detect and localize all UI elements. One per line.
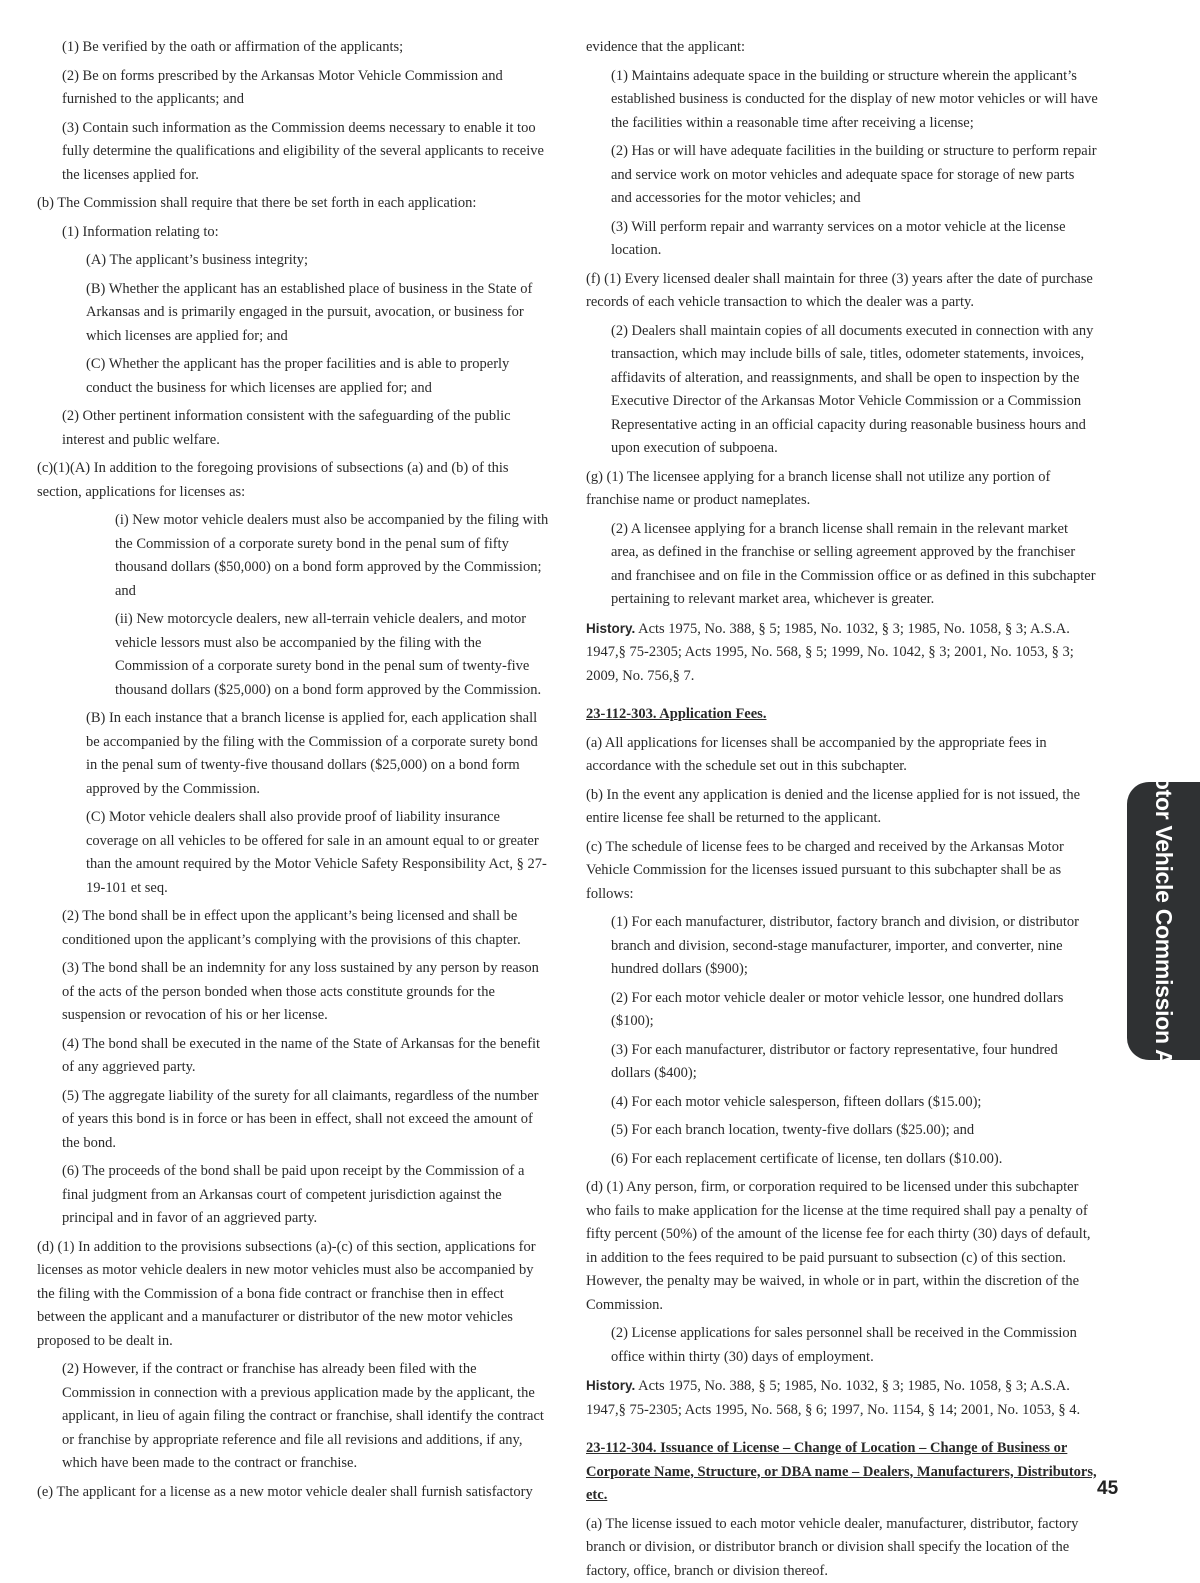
statute-paragraph: (2) License applications for sales personnel shall be received in the Commission office within thirty (30) days of employment. xyxy=(611,1322,1098,1369)
statute-paragraph: (2) Other pertinent information consistent with the safeguarding of the public interest and public welfare. xyxy=(62,405,550,452)
statute-paragraph: (2) However, if the contract or franchise has already been filed with the Commission in connection with a previous application made by the applicant, the applicant, in lieu of again filing the contract or franchise, shall identify the contract or franchise by appropriate reference and file all revisions and additions, if any, which have been made to the contract or franchise. xyxy=(62,1358,550,1476)
history-note xyxy=(586,617,1098,689)
statute-paragraph: (2) A licensee applying for a branch license shall remain in the relevant market area, as defined in the franchise or selling agreement approved by the franchiser and franchisee and on file in the Commission office or as defined in this subchapter pertaining to relevant market area, whichever is greater. xyxy=(611,518,1098,612)
statute-paragraph: (c) The schedule of license fees to be charged and received by the Arkansas Motor Vehicle Commission for the licenses issued pursuant to this subchapter shall be as follows: xyxy=(586,836,1098,907)
statute-paragraph: (B) In each instance that a branch license is applied for, each application shall be accompanied by the filing with the Commission of a corporate surety bond in the penal sum of twenty-five thousand dollars ($25,000) on a bond form approved by the Commission. xyxy=(86,707,550,801)
statute-paragraph: (4) For each motor vehicle salesperson, fifteen dollars ($15.00); xyxy=(611,1091,1098,1115)
statute-paragraph: (B) Whether the applicant has an established place of business in the State of Arkansas and is primarily engaged in the pursuit, avocation, or business for which licenses are applied for; and xyxy=(86,278,550,349)
statute-paragraph: (4) The bond shall be executed in the name of the State of Arkansas for the benefit of any aggrieved party. xyxy=(62,1033,550,1080)
statute-paragraph: (2) Be on forms prescribed by the Arkansas Motor Vehicle Commission and furnished to the applicants; and xyxy=(62,65,550,112)
statute-paragraph: (d) (1) Any person, firm, or corporation required to be licensed under this subchapter who fails to make application for the license at the time required shall pay a penalty of fifty percent (50%) of the amount of the license fee for each thirty (30) days of default, in addition to the fees required to be paid pursuant to subsection (c) of this section. However, the penalty may be waived, in whole or in part, within the discretion of the Commission. xyxy=(586,1176,1098,1317)
statute-paragraph: (f) (1) Every licensed dealer shall maintain for three (3) years after the date of purchase records of each vehicle transaction to which the dealer was a party. xyxy=(586,268,1098,315)
section-heading: 23-112-304. Issuance of License – Change of Location – Change of Business or Corporate Name, Structure, or DBA name – Dealers, Manufacturers, Distributors, etc. xyxy=(586,1437,1098,1508)
statute-paragraph: (b) The Commission shall require that there be set forth in each application: xyxy=(37,192,550,216)
statute-paragraph: (6) For each replacement certificate of license, ten dollars ($10.00). xyxy=(611,1148,1098,1172)
statute-paragraph: (i) New motor vehicle dealers must also be accompanied by the filing with the Commission of a corporate surety bond in the penal sum of fifty thousand dollars ($50,000) on a bond form approved by the Commission; and xyxy=(115,509,550,603)
statute-paragraph: (ii) New motorcycle dealers, new all-terrain vehicle dealers, and motor vehicle lessors must also be accompanied by the filing with the Commission of a corporate surety bond in the penal sum of twenty-five thousand dollars ($25,000) on a bond form approved by the Commission. xyxy=(115,608,550,702)
history-label: History. xyxy=(586,621,635,636)
statute-paragraph: (2) For each motor vehicle dealer or motor vehicle lessor, one hundred dollars ($100); xyxy=(611,987,1098,1034)
history-label: History. xyxy=(586,1378,635,1393)
section-side-tab xyxy=(1127,782,1200,1060)
statute-paragraph: (c)(1)(A) In addition to the foregoing provisions of subsections (a) and (b) of this section, applications for licenses as: xyxy=(37,457,550,504)
statute-paragraph: (6) The proceeds of the bond shall be paid upon receipt by the Commission of a final judgment from an Arkansas court of competent jurisdiction against the principal and in favor of an aggrieved party. xyxy=(62,1160,550,1231)
statute-paragraph: (C) Whether the applicant has the proper facilities and is able to properly conduct the business for which licenses are applied for; and xyxy=(86,353,550,400)
statute-paragraph: (2) Has or will have adequate facilities in the building or structure to perform repair and service work on motor vehicles and adequate space for storage of new parts and accessories for the motor vehicles; and xyxy=(611,140,1098,211)
statute-paragraph: (a) All applications for licenses shall be accompanied by the appropriate fees in accordance with the schedule set out in this subchapter. xyxy=(586,732,1098,779)
statute-paragraph: evidence that the applicant: xyxy=(586,36,1098,60)
left-column xyxy=(37,36,550,1504)
statute-paragraph: (A) The applicant’s business integrity; xyxy=(86,249,550,273)
statute-paragraph: (C) Motor vehicle dealers shall also provide proof of liability insurance coverage on all vehicles to be offered for sale in an amount equal to or greater than the amount required by the Motor Vehicle Safety Responsibility Act, § 27-19-101 et seq. xyxy=(86,806,550,900)
statute-paragraph: (g) (1) The licensee applying for a branch license shall not utilize any portion of franchise name or product nameplates. xyxy=(586,466,1098,513)
section-heading: 23-112-303. Application Fees. xyxy=(586,703,1098,727)
statute-paragraph: (2) The bond shall be in effect upon the applicant’s being licensed and shall be conditioned upon the applicant’s complying with the provisions of this chapter. xyxy=(62,905,550,952)
statute-paragraph: (3) The bond shall be an indemnity for any loss sustained by any person by reason of the acts of the person bonded when those acts constitute grounds for the suspension or revocation of his or her license. xyxy=(62,957,550,1028)
history-note xyxy=(586,1374,1098,1422)
right-column xyxy=(586,36,1098,1583)
statute-paragraph: (3) Contain such information as the Commission deems necessary to enable it too fully determine the qualifications and eligibility of the several applicants to receive the licenses applied for. xyxy=(62,117,550,188)
statute-paragraph: (3) Will perform repair and warranty services on a motor vehicle at the license location. xyxy=(611,216,1098,263)
statute-paragraph: (1) Information relating to: xyxy=(62,221,550,245)
statute-paragraph: (b) In the event any application is denied and the license applied for is not issued, the entire license fee shall be returned to the applicant. xyxy=(586,784,1098,831)
statute-paragraph: (1) Be verified by the oath or affirmation of the applicants; xyxy=(62,36,550,60)
statute-paragraph: (3) For each manufacturer, distributor or factory representative, four hundred dollars ($400); xyxy=(611,1039,1098,1086)
statute-paragraph: (e) The applicant for a license as a new motor vehicle dealer shall furnish satisfactory xyxy=(37,1481,550,1505)
statute-paragraph: (d) (1) In addition to the provisions subsections (a)-(c) of this section, applications for licenses as motor vehicle dealers in new motor vehicles must also be accompanied by the filing with the Commission of a bona fide contract or franchise then in effect between the applicant and a manufacturer or distributor of the new motor vehicles proposed to be dealt in. xyxy=(37,1236,550,1354)
history-text: Acts 1975, No. 388, § 5; 1985, No. 1032, § 3; 1985, No. 1058, § 3; A.S.A. 1947,§ 75-2305; Acts 1995, No. 568, § 6; 1997, No. 1154, § 14; 2001, No. 1053, § 4. xyxy=(586,1378,1080,1418)
statute-paragraph: (1) Maintains adequate space in the building or structure wherein the applicant’s established business is conducted for the display of new motor vehicles or will have the facilities within a reasonable time after receiving a license; xyxy=(611,65,1098,136)
side-tab-label: Motor Vehicle Commission Act xyxy=(1150,757,1177,1085)
history-text: Acts 1975, No. 388, § 5; 1985, No. 1032, § 3; 1985, No. 1058, § 3; A.S.A. 1947,§ 75-2305; Acts 1995, No. 568, § 5; 1999, No. 1042, § 3; 2001, No. 1053, § 3; 2009, No. 756,§ 7. xyxy=(586,621,1074,684)
statute-paragraph: (5) The aggregate liability of the surety for all claimants, regardless of the number of years this bond is in force or has been in effect, shall not exceed the amount of the bond. xyxy=(62,1085,550,1156)
statute-paragraph: (1) For each manufacturer, distributor, factory branch and division, or distributor branch and division, second-stage manufacturer, importer, and converter, nine hundred dollars ($900); xyxy=(611,911,1098,982)
statute-paragraph: (2) Dealers shall maintain copies of all documents executed in connection with any transaction, which may include bills of sale, titles, odometer statements, invoices, affidavits of alteration, and reassignments, and shall be open to inspection by the Executive Director of the Arkansas Motor Vehicle Commission or a Commission Representative acting in an official capacity during reasonable business hours and upon execution of subpoena. xyxy=(611,320,1098,461)
statute-paragraph: (5) For each branch location, twenty-five dollars ($25.00); and xyxy=(611,1119,1098,1143)
statute-paragraph: (a) The license issued to each motor vehicle dealer, manufacturer, distributor, factory branch or division, or distributor branch or division shall specify the location of the factory, office, branch or division thereof. xyxy=(586,1513,1098,1583)
page-number: 45 xyxy=(1097,1478,1118,1500)
